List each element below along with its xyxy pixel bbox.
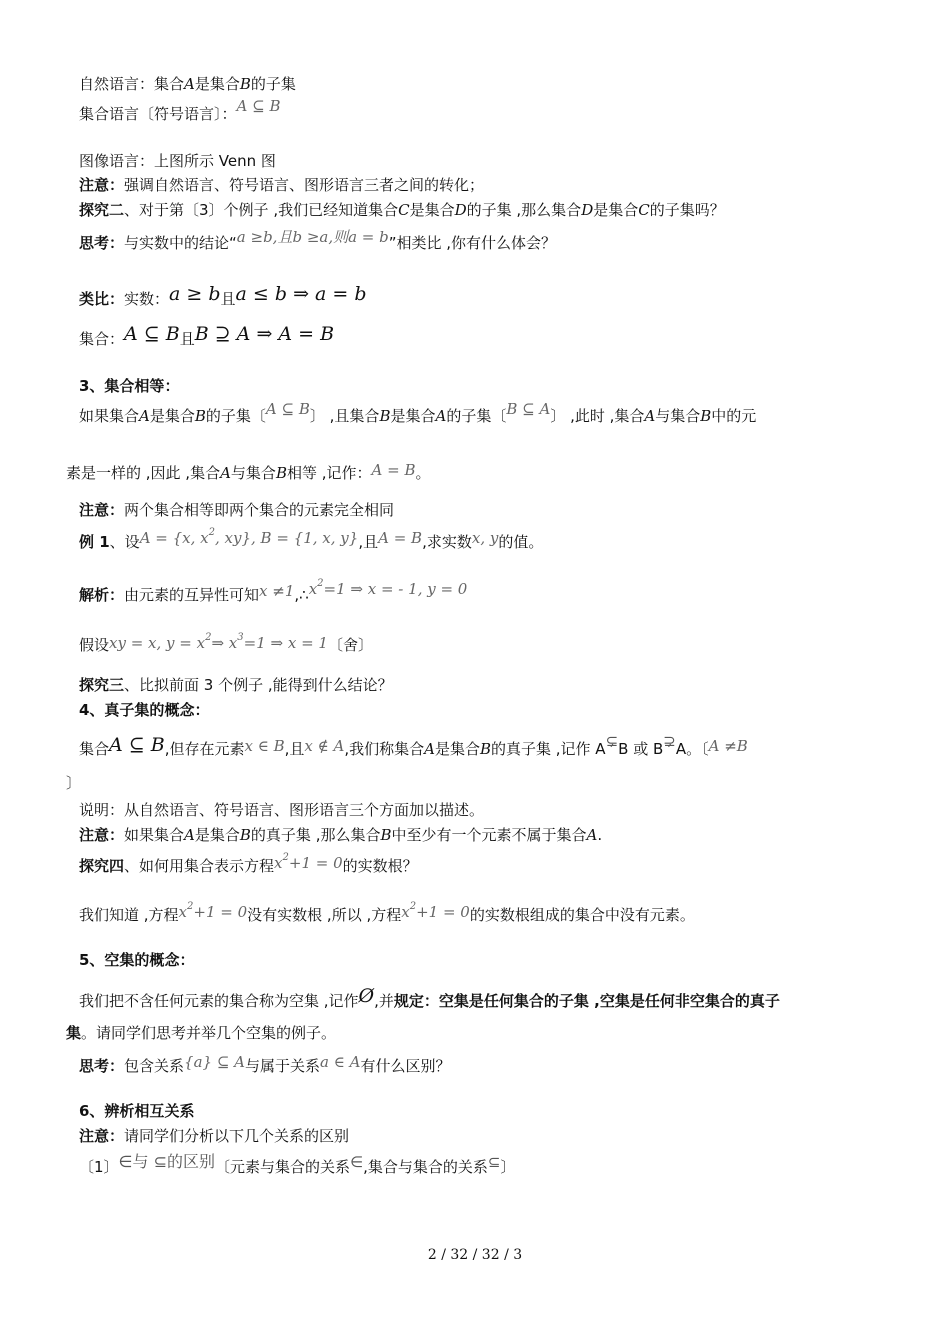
math-formula: xy = x, $y = x^2\Rightarrow$ $x^3=1$ ⇒ x = 1 [109, 632, 328, 652]
text: 、如何用集合表示方程 [124, 857, 275, 875]
math-var: B [380, 826, 392, 844]
text: 的子集吗？ [649, 201, 725, 219]
math-formula: a ∈ A [320, 1053, 361, 1071]
math-formula: $x^2+1 = 0$ [401, 901, 470, 921]
text: 〔1〕 [79, 1158, 119, 1176]
text: 的实数根？ [342, 857, 418, 875]
text: 自然语言：集合 [79, 75, 185, 93]
text: 相等 ,记作： [286, 464, 372, 482]
heading-text: 4、真子集的概念： [79, 701, 210, 719]
math-var: B [479, 740, 491, 758]
math-formula: x, y [471, 529, 499, 547]
text-bold: 集 [66, 1024, 82, 1042]
math-formula: A ⊆ B [124, 323, 180, 345]
math-formula: A ⊆ B [265, 400, 310, 418]
text: 与集合 [230, 464, 276, 482]
label: 思考： [79, 1057, 125, 1075]
line-equality-def-1 [79, 400, 757, 426]
line-equation-no-root [79, 901, 695, 928]
text: 有什么区别？ [360, 1057, 451, 1075]
math-formula: {a} ⊆ A [184, 1053, 245, 1071]
line-suppose [79, 632, 373, 658]
text: 的实数根组成的集合中没有元素。 [469, 906, 695, 924]
text: 是集合 [194, 826, 240, 844]
text: 〔元素与集合的关系 [214, 1158, 350, 1176]
text: ,且 [284, 740, 305, 758]
line-empty-set-def-2 [66, 1023, 336, 1043]
text: A。〔 [675, 740, 709, 758]
text: 请同学们分析以下几个关系的区别 [124, 1127, 350, 1145]
proper-subset-symbol: ⊊ [605, 732, 619, 750]
math-formula: B ⊆ A [506, 400, 551, 418]
text: 我们把不含任何元素的集合称为空集 ,记作 [79, 992, 359, 1010]
text: ,我们称集合 [344, 740, 425, 758]
text: 集合： [79, 330, 125, 348]
text: 如果集合 [79, 407, 140, 425]
math-var: D [581, 201, 594, 219]
proper-superset-symbol: ⊋ [663, 732, 676, 750]
element-of-symbol: ∈ [350, 1153, 364, 1171]
line-think-2 [79, 1053, 451, 1076]
text: 是集合 [593, 201, 639, 219]
line-analogy-set [79, 323, 335, 349]
text: ,集合与集合的关系 [363, 1158, 488, 1176]
label: 探究二 [79, 201, 125, 219]
math-formula: x ∉ A [304, 737, 345, 755]
line-explore-4 [79, 852, 418, 879]
label: 探究三 [79, 676, 125, 694]
text: 且 [179, 330, 195, 348]
text: 假设 [79, 636, 110, 654]
text: 的真子集 ,那么集合 [250, 826, 381, 844]
line-set-language [79, 97, 281, 124]
text: 是集合 [409, 201, 455, 219]
math-formula: ∈与 ⊆的区别 [118, 1152, 215, 1171]
math-var: C [638, 201, 650, 219]
text: 与实数中的结论“ [124, 234, 237, 252]
text: 〕 ,且集合 [309, 407, 380, 425]
text: 图像语言：上图所示 Venn 图 [79, 152, 276, 170]
line-empty-set-def-1 [79, 985, 780, 1011]
text: ,且 [358, 533, 379, 551]
math-var: B [239, 75, 251, 93]
math-formula: x ∈ B [244, 737, 285, 755]
text-bold: 规定：空集是任何集合的子集 ,空集是任何非空集合的真子 [393, 992, 780, 1010]
math-formula: A ⊆ B [236, 97, 281, 115]
heading-relations [79, 1101, 194, 1121]
math-var: D [454, 201, 467, 219]
math-var: A [586, 826, 598, 844]
text: B 或 B [618, 740, 664, 758]
math-var: A [435, 407, 447, 425]
label: 注意： [79, 176, 125, 194]
math-var: B [239, 826, 251, 844]
text: 没有实数根 ,所以 ,方程 [247, 906, 402, 924]
text: 集合 [79, 740, 110, 758]
line-equality-def-2 [66, 463, 431, 483]
text: 说明：从自然语言、符号语言、图形语言三个方面加以描述。 [79, 801, 485, 819]
math-formula: a ≥ b [169, 283, 221, 305]
math-formula: a ≥b,且b ≥a,则a = b [236, 228, 389, 246]
line-note-1 [79, 175, 484, 195]
math-formula: B ⊇ A ⇒ A = B [194, 323, 335, 345]
text: 、比拟前面 3 个例子 ,能得到什么结论？ [124, 676, 393, 694]
text: 且 [220, 290, 236, 308]
text: 包含关系 [124, 1057, 185, 1075]
math-formula: a ≤ b ⇒ a = b [235, 283, 367, 305]
label: 注意： [79, 826, 125, 844]
text: 的子集〔 [446, 407, 507, 425]
line-think-1 [79, 228, 557, 253]
label: 思考： [79, 234, 125, 252]
text: 的子集 ,那么集合 [466, 201, 582, 219]
subset-symbol: ⊆ [487, 1153, 501, 1171]
heading-set-equality [79, 376, 179, 396]
line-explore-2 [79, 200, 725, 220]
text: ,∴ [294, 586, 309, 604]
text: 、设 [109, 533, 140, 551]
math-var: C [398, 201, 410, 219]
math-var: A [139, 407, 150, 425]
math-var: B [379, 407, 391, 425]
line-natural-language [79, 74, 296, 94]
math-var: A [220, 464, 231, 482]
label: 探究四 [79, 857, 125, 875]
line-note-3 [79, 825, 602, 845]
label: 注意： [79, 501, 125, 519]
heading-text: 6、辨析相互关系 [79, 1102, 195, 1120]
text: 。 [415, 464, 431, 482]
label: 例 1 [79, 533, 110, 551]
line-explanation [79, 800, 484, 820]
text: 强调自然语言、符号语言、图形语言三者之间的转化； [124, 176, 485, 194]
text: . [597, 826, 603, 844]
text: 的真子集 ,记作 A [491, 740, 606, 758]
text: 〕 [66, 774, 82, 792]
text: 是集合 [149, 407, 195, 425]
text: 集合语言〔符号语言〕： [79, 105, 237, 123]
math-var: A [644, 407, 656, 425]
math-formula: A = B [371, 461, 416, 479]
text: ,求实数 [422, 533, 472, 551]
text: 、对于第〔3〕个例子 ,我们已经知道集合 [124, 201, 399, 219]
line-relation-1 [79, 1152, 516, 1177]
empty-set-symbol: Ø [358, 985, 375, 1007]
text: 中至少有一个元素不属于集合 [391, 826, 587, 844]
math-formula: A ⊆ B [109, 734, 165, 756]
line-analysis [79, 578, 468, 608]
math-formula: x ≠1 [259, 582, 295, 600]
math-var: B [700, 407, 712, 425]
math-var: A [184, 826, 195, 844]
line-proper-subset-def [79, 732, 748, 759]
math-formula: A ≠B [708, 737, 748, 755]
math-var: B [275, 464, 287, 482]
text: 我们知道 ,方程 [79, 906, 179, 924]
text: 由元素的互异性可知 [124, 586, 260, 604]
text: 是集合 [390, 407, 436, 425]
label: 解析： [79, 586, 125, 604]
line-note-2 [79, 500, 394, 520]
label: 注意： [79, 1127, 125, 1145]
line-analogy-real [79, 283, 367, 309]
text: 〕 ,此时 ,集合 [550, 407, 645, 425]
math-formula: $x^2=1$ ⇒ x = - 1, y = 0 [308, 578, 468, 598]
text: 与集合 [655, 407, 701, 425]
text: 的值。 [498, 533, 544, 551]
text: 中的元 [711, 407, 757, 425]
text: 的子集 [250, 75, 296, 93]
line-explore-3 [79, 675, 393, 695]
text: 两个集合相等即两个集合的元素完全相同 [124, 501, 395, 519]
math-formula: $x^2+1 = 0$ [178, 901, 248, 921]
text: 是集合 [194, 75, 240, 93]
text: 实数： [124, 290, 170, 308]
math-var: A [184, 75, 195, 93]
text: ”相类比 ,你有什么体会？ [388, 234, 557, 252]
label: 类比： [79, 290, 125, 308]
line-note-4 [79, 1126, 349, 1146]
text: 是集合 [434, 740, 480, 758]
text: 如果集合 [124, 826, 185, 844]
math-var: A [424, 740, 435, 758]
text: 与属于关系 [245, 1057, 321, 1075]
heading-proper-subset [79, 700, 209, 720]
text: 〕 [500, 1158, 516, 1176]
page-footer: 2 / 32 / 32 / 3 [427, 1247, 523, 1263]
text: 素是一样的 ,因此 ,集合 [66, 464, 221, 482]
heading-text: 5、空集的概念： [79, 951, 195, 969]
math-formula: A = B [378, 529, 423, 547]
line-image-language [79, 151, 276, 171]
line-example-1 [79, 527, 544, 555]
math-formula: $x^2+1 = 0$ [274, 852, 343, 872]
text: ,并 [374, 992, 394, 1010]
heading-empty-set [79, 950, 194, 970]
math-var: B [194, 407, 206, 425]
line-bracket-close [66, 773, 81, 793]
text: 。请同学们思考并举几个空集的例子。 [81, 1024, 337, 1042]
heading-text: 3、集合相等： [79, 377, 180, 395]
text: ,但存在元素 [164, 740, 245, 758]
text: 的子集〔 [205, 407, 266, 425]
text: 〔舍〕 [327, 636, 373, 654]
math-formula: A = {x, $x^2$, xy}, B = {1, x, y} [139, 527, 359, 547]
